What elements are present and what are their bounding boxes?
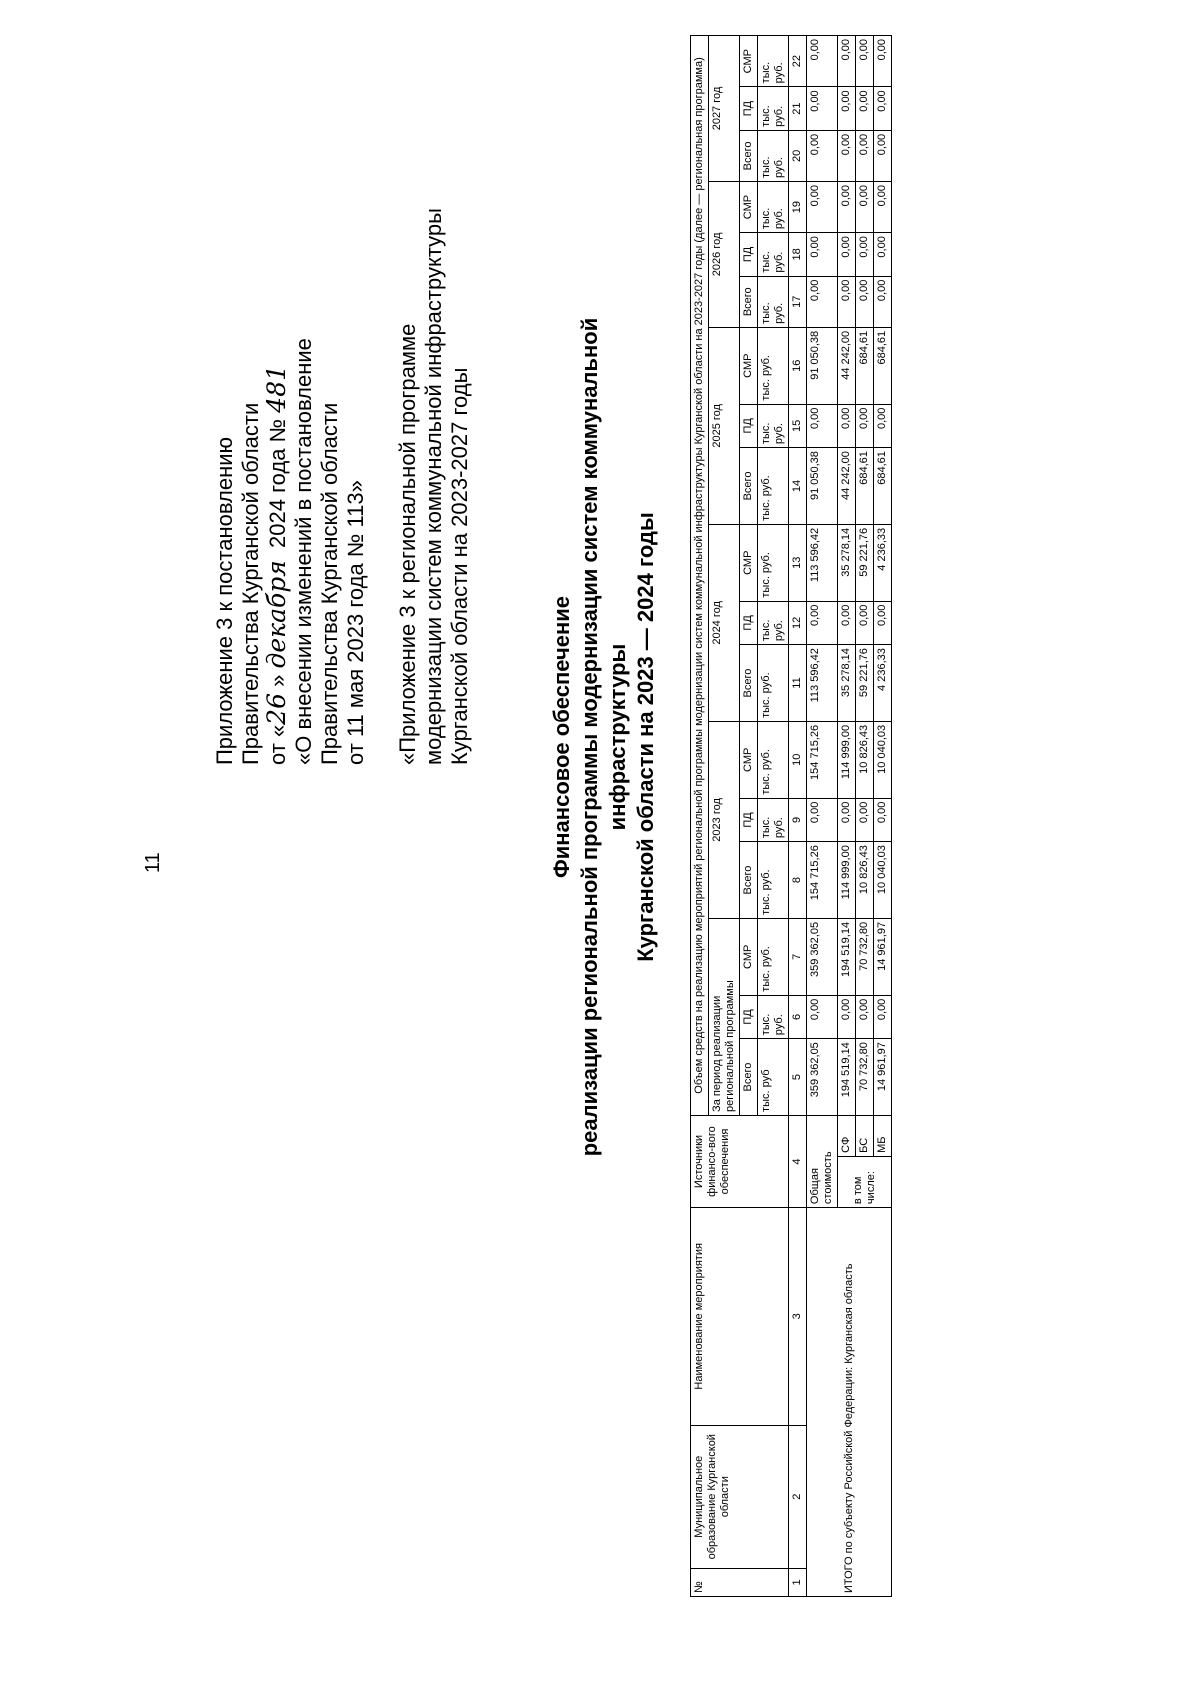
value-cell: 0,00 [874, 130, 892, 181]
header-year: 2027 год [709, 36, 740, 182]
unit-cell: тыс. руб. [758, 87, 789, 131]
subcolumn-header: ПД [740, 995, 758, 1039]
value-cell: 44 242,00 [838, 327, 856, 404]
subcolumn-header: ПД [740, 87, 758, 131]
value-cell: 0,00 [838, 404, 856, 448]
title-line: реализации региональной программы модернизации систем коммунальной инфраструктуры [577, 317, 630, 1157]
column-number: 21 [789, 87, 807, 131]
subcolumn-header: Всего [740, 1039, 758, 1116]
column-number: 15 [789, 404, 807, 448]
subcolumn-header: Всего [740, 448, 758, 525]
subcolumn-header: ПД [740, 233, 758, 277]
value-cell: 0,00 [807, 276, 838, 327]
subcolumn-header: Всего [740, 276, 758, 327]
value-cell: 91 050,38 [807, 448, 838, 525]
value-cell: 10 040,03 [874, 842, 892, 919]
column-number: 10 [789, 721, 807, 798]
subcolumn-header: СМР [740, 721, 758, 798]
value-cell: 4 236,33 [874, 645, 892, 722]
unit-cell: тыс. руб. [758, 233, 789, 277]
value-cell: 114 999,00 [838, 721, 856, 798]
financing-table [690, 35, 892, 1597]
unit-cell: тыс. руб. [758, 645, 789, 722]
unit-cell: тыс. руб. [758, 181, 789, 232]
header-event: Наименование мероприятия [691, 1208, 789, 1426]
column-number: 4 [789, 1115, 807, 1207]
subcolumn-header: Всего [740, 645, 758, 722]
column-number: 12 [789, 601, 807, 645]
title-line: Финансовое обеспечение [549, 595, 574, 879]
value-cell: 14 961,97 [874, 918, 892, 995]
unit-cell: тыс. руб [758, 1039, 789, 1116]
handwritten-number: 481 [262, 364, 291, 413]
column-number: 5 [789, 1039, 807, 1116]
subcolumn-header: ПД [740, 601, 758, 645]
header-period: За период реализации региональной программы [709, 918, 740, 1115]
value-cell: 0,00 [856, 130, 874, 181]
title-line: Курганской области на 2023 — 2024 годы [633, 512, 658, 962]
unit-cell: тыс. руб. [758, 721, 789, 798]
value-cell: 14 961,97 [874, 1039, 892, 1116]
unit-cell: тыс. руб. [758, 448, 789, 525]
header-year: 2026 год [709, 181, 740, 327]
value-cell: 0,00 [838, 798, 856, 842]
value-cell: 0,00 [807, 181, 838, 232]
value-cell: 0,00 [807, 601, 838, 645]
value-cell: 0,00 [807, 87, 838, 131]
header-no: № [691, 1568, 789, 1596]
header-volume: Объем средств на реализацию мероприятий региональной программы модернизации систем коммунальной инфраструктуры Курганской области на 2023-2027 годы (далее — региональная программа) [691, 36, 709, 1116]
appendix-line: Правительства Курганской области [238, 402, 263, 765]
value-cell: 684,61 [856, 448, 874, 525]
subcolumn-header: СМР [740, 181, 758, 232]
column-number: 11 [789, 645, 807, 722]
appendix-date-line [264, 208, 291, 765]
column-number: 16 [789, 327, 807, 404]
unit-cell: тыс. руб. [758, 601, 789, 645]
page-number: 11 [142, 852, 164, 873]
source-label: Общая стоимость [807, 1115, 838, 1207]
subcolumn-header: СМР [740, 327, 758, 404]
value-cell: 0,00 [807, 130, 838, 181]
value-cell: 44 242,00 [838, 448, 856, 525]
column-number: 13 [789, 524, 807, 601]
value-cell: 10 040,03 [874, 721, 892, 798]
header-municipality: Муниципальное образование Курганской области [691, 1425, 789, 1568]
value-cell: 0,00 [856, 233, 874, 277]
subcolumn-header: СМР [740, 524, 758, 601]
header-row [691, 36, 709, 1597]
value-cell: 0,00 [856, 601, 874, 645]
header-year: 2024 год [709, 524, 740, 721]
value-cell: 0,00 [856, 404, 874, 448]
column-number: 7 [789, 918, 807, 995]
header-year: 2025 год [709, 327, 740, 524]
table-row [807, 36, 838, 1597]
value-cell: 359 362,05 [807, 1039, 838, 1116]
unit-cell: тыс. руб. [758, 327, 789, 404]
column-number: 3 [789, 1208, 807, 1426]
value-cell: 0,00 [856, 276, 874, 327]
value-cell: 0,00 [838, 276, 856, 327]
unit-cell: тыс. руб. [758, 995, 789, 1039]
value-cell: 70 732,80 [856, 918, 874, 995]
value-cell: 0,00 [807, 798, 838, 842]
subcolumn-header: СМР [740, 36, 758, 87]
value-cell: 0,00 [838, 181, 856, 232]
value-cell: 684,61 [856, 327, 874, 404]
column-number: 8 [789, 842, 807, 919]
handwritten-month: декабря [262, 560, 291, 669]
value-cell: 0,00 [807, 36, 838, 87]
date-suffix: 2024 года № [265, 418, 290, 548]
date-prefix: от « [265, 724, 290, 765]
value-cell: 35 278,14 [838, 524, 856, 601]
column-number: 20 [789, 130, 807, 181]
subcolumn-header: Всего [740, 842, 758, 919]
appendix-quote-line: Курганской области на 2023-2027 годы [447, 367, 472, 765]
unit-cell: тыс. руб. [758, 404, 789, 448]
value-cell: 113 596,42 [807, 524, 838, 601]
column-number: 9 [789, 798, 807, 842]
value-cell: 0,00 [838, 36, 856, 87]
value-cell: 194 519,14 [838, 1039, 856, 1116]
value-cell: 0,00 [856, 181, 874, 232]
document-title [548, 247, 660, 1227]
value-cell: 0,00 [838, 233, 856, 277]
value-cell: 684,61 [874, 327, 892, 404]
in-that-label: в том числе: [838, 1156, 892, 1207]
value-cell: 4 236,33 [874, 524, 892, 601]
handwritten-day: 26 [262, 693, 291, 725]
unit-cell: тыс. руб. [758, 36, 789, 87]
value-cell: 0,00 [838, 130, 856, 181]
value-cell: 0,00 [874, 995, 892, 1039]
value-cell: 0,00 [874, 233, 892, 277]
column-number: 2 [789, 1425, 807, 1568]
header-year: 2023 год [709, 721, 740, 918]
value-cell: 0,00 [874, 181, 892, 232]
value-cell: 0,00 [856, 995, 874, 1039]
column-number: 14 [789, 448, 807, 525]
value-cell: 59 221,76 [856, 645, 874, 722]
value-cell: 10 826,43 [856, 842, 874, 919]
value-cell: 684,61 [874, 448, 892, 525]
value-cell: 154 715,26 [807, 842, 838, 919]
appendix-quote-line: «Приложение 3 к региональной программе [395, 323, 420, 765]
column-number: 6 [789, 995, 807, 1039]
appendix-line: Приложение 3 к постановлению [212, 436, 237, 765]
value-cell: 70 732,80 [856, 1039, 874, 1116]
value-cell: 194 519,14 [838, 918, 856, 995]
value-cell: 35 278,14 [838, 645, 856, 722]
value-cell: 0,00 [874, 87, 892, 131]
unit-cell: тыс. руб. [758, 798, 789, 842]
unit-cell: тыс. руб. [758, 842, 789, 919]
value-cell: 113 596,42 [807, 645, 838, 722]
value-cell: 0,00 [856, 36, 874, 87]
value-cell: 359 362,05 [807, 918, 838, 995]
value-cell: 10 826,43 [856, 721, 874, 798]
value-cell: 0,00 [874, 404, 892, 448]
source-label: СФ [838, 1115, 856, 1156]
value-cell: 0,00 [874, 36, 892, 87]
appendix-quote-line: модернизации систем коммунальной инфраструктуры [421, 208, 446, 765]
subcolumn-header: ПД [740, 404, 758, 448]
subcolumn-header: СМР [740, 918, 758, 995]
source-label: МБ [874, 1115, 892, 1156]
value-cell: 91 050,38 [807, 327, 838, 404]
value-cell: 0,00 [874, 798, 892, 842]
unit-cell: тыс. руб. [758, 276, 789, 327]
appendix-line: от 11 мая 2023 года № 113» [343, 480, 368, 765]
value-cell: 0,00 [856, 798, 874, 842]
value-cell: 154 715,26 [807, 721, 838, 798]
value-cell: 0,00 [856, 87, 874, 131]
column-number: 17 [789, 276, 807, 327]
value-cell: 0,00 [807, 233, 838, 277]
total-label: ИТОГО по субъекту Российской Федерации: Курганская область [807, 1208, 892, 1597]
date-mid: » [265, 674, 290, 687]
value-cell: 0,00 [838, 87, 856, 131]
value-cell: 59 221,76 [856, 524, 874, 601]
value-cell: 114 999,00 [838, 842, 856, 919]
unit-cell: тыс. руб. [758, 130, 789, 181]
column-number-row [789, 36, 807, 1597]
appendix-block [212, 208, 473, 765]
subcolumn-header: Всего [740, 130, 758, 181]
unit-cell: тыс. руб. [758, 918, 789, 995]
unit-cell: тыс. руб. [758, 524, 789, 601]
value-cell: 0,00 [807, 995, 838, 1039]
column-number: 22 [789, 36, 807, 87]
column-number: 1 [789, 1568, 807, 1596]
appendix-line: Правительства Курганской области [317, 402, 342, 765]
value-cell: 0,00 [874, 276, 892, 327]
header-sources: Источники финансо-вого обеспечения [691, 1115, 789, 1207]
column-number: 19 [789, 181, 807, 232]
column-number: 18 [789, 233, 807, 277]
source-label: БС [856, 1115, 874, 1156]
subcolumn-header: ПД [740, 798, 758, 842]
value-cell: 0,00 [807, 404, 838, 448]
value-cell: 0,00 [838, 995, 856, 1039]
appendix-line: «О внесении изменений в постановление [291, 338, 316, 765]
value-cell: 0,00 [874, 601, 892, 645]
value-cell: 0,00 [838, 601, 856, 645]
